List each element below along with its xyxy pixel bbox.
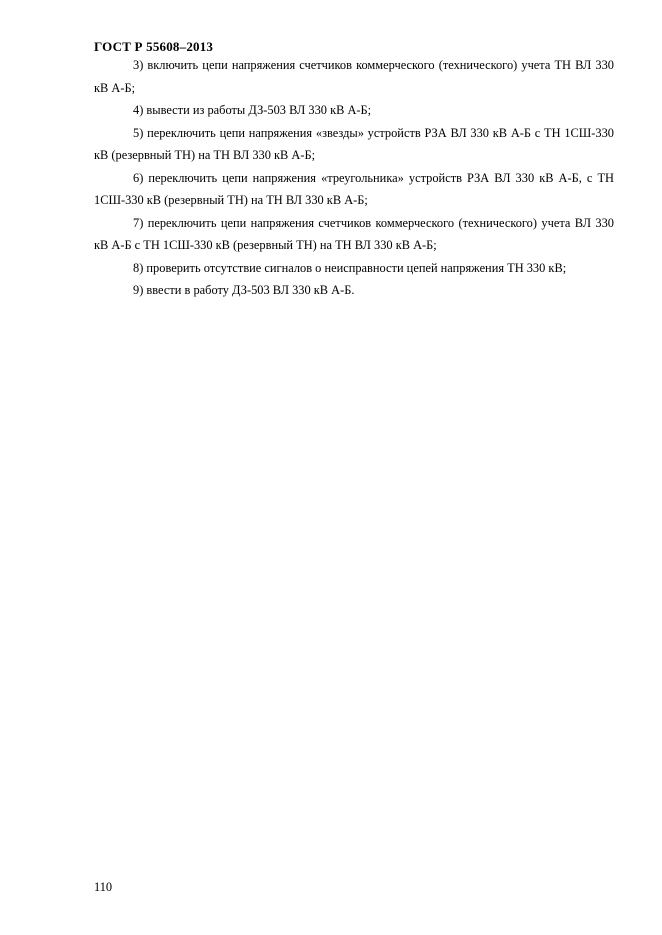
list-item: 8) проверить отсутствие сигналов о неисправности цепей напряжения ТН 330 кВ; — [133, 260, 567, 275]
list-item: 7) переключить цепи напряжения счетчиков коммерческого (технического) учета ВЛ 330 кВ А-Б с ТН 1СШ-330 кВ (резервный ТН) на ТН ВЛ 330 кВ А-Б; — [94, 215, 614, 252]
document-header: ГОСТ Р 55608–2013 — [94, 39, 214, 54]
list-item: 5) переключить цепи напряжения «звезды» устройств РЗА ВЛ 330 кВ А-Б с ТН 1СШ-330 кВ (резервный ТН) на ТН ВЛ 330 кВ А-Б; — [94, 125, 614, 162]
list-item: 3) включить цепи напряжения счетчиков коммерческого (технического) учета ТН ВЛ 330 кВ А-Б; — [94, 58, 614, 95]
list-item: 9) ввести в работу ДЗ-503 ВЛ 330 кВ А-Б. — [133, 283, 355, 297]
page-number: 110 — [94, 880, 113, 894]
list-item: 6) переключить цепи напряжения «треугольника» устройств РЗА ВЛ 330 кВ А-Б, с ТН 1СШ-330 кВ (резервный ТН) на ТН ВЛ 330 кВ А-Б; — [94, 170, 614, 207]
document-body — [94, 54, 614, 302]
list-item: 4) вывести из работы ДЗ-503 ВЛ 330 кВ А-Б; — [133, 103, 372, 117]
